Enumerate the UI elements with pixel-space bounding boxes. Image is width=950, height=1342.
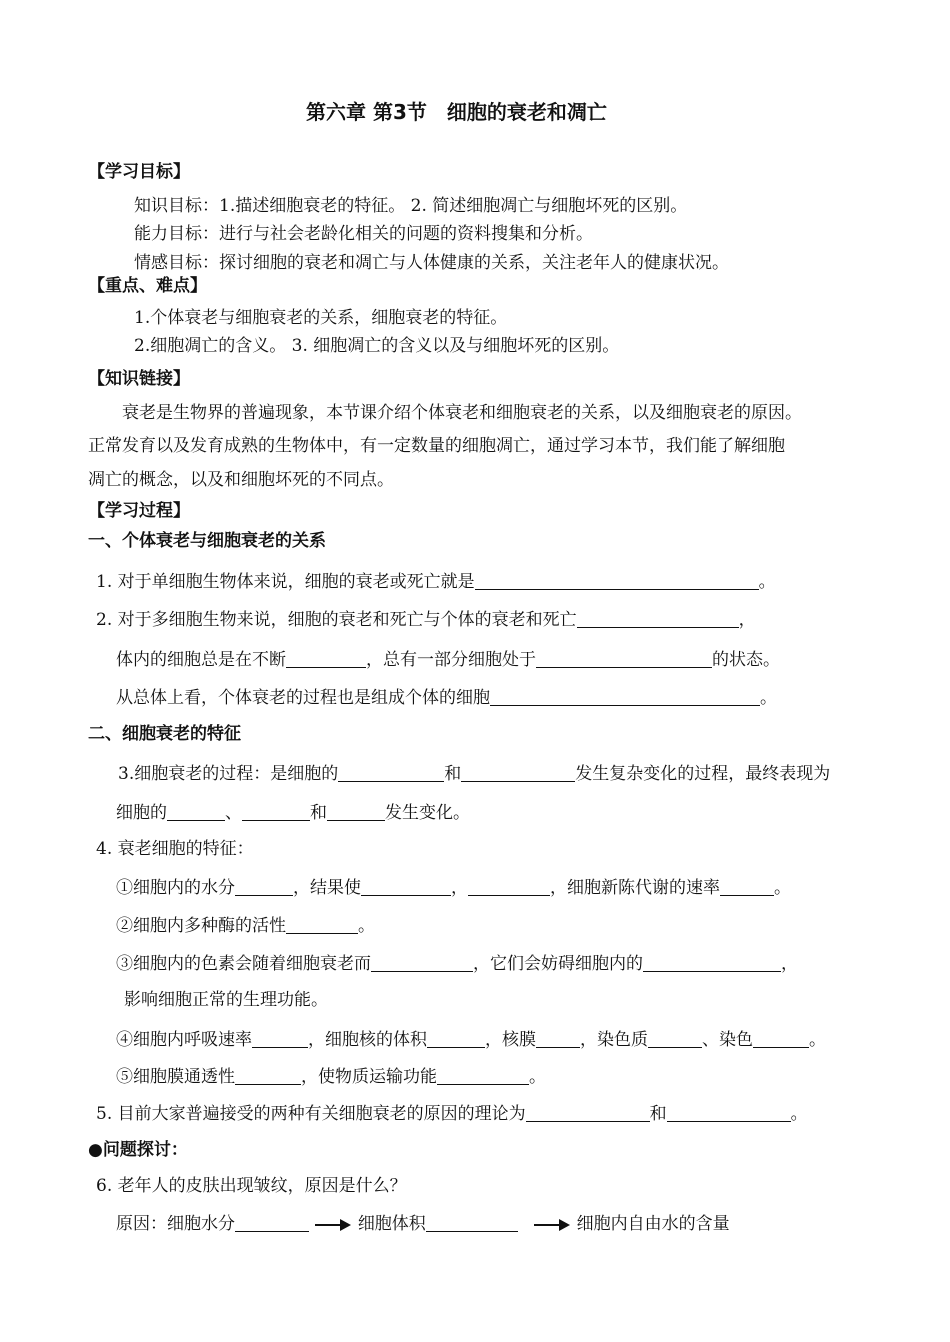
link-heading: 【知识链接】 [88,369,190,389]
blank[interactable] [167,803,225,821]
blank[interactable] [361,878,451,896]
feature-2 [116,916,375,935]
punctuation: ， [738,610,756,630]
key-point-2: 2.细胞凋亡的含义。 3. 细胞凋亡的含义以及与细胞坏死的区别。 [134,336,620,356]
punctuation: 。 [760,688,777,708]
blank[interactable] [577,610,739,628]
text: 原因：细胞水分 [116,1214,235,1234]
question-2-line-2 [116,650,780,669]
key-points-heading: 【重点、难点】 [88,276,207,296]
question-6: 6. 老年人的皮肤出现皱纹，原因是什么？ [96,1176,407,1196]
blank[interactable] [235,878,293,896]
text: ，细胞核的体积 [308,1030,427,1050]
text: ，它们会妨碍细胞内的 [473,954,643,974]
blank[interactable] [720,878,774,896]
emotion-objective: 情感目标：探讨细胞的衰老和凋亡与人体健康的关系，关注老年人的健康状况。 [134,253,729,273]
text: 细胞体积 [357,1214,426,1234]
objectives-heading: 【学习目标】 [88,162,190,182]
text: 和 [649,1104,667,1124]
blank[interactable] [371,954,473,972]
question-3-line-2 [116,803,470,822]
blank[interactable] [427,1030,485,1048]
question-5 [96,1104,808,1123]
link-paragraph-1: 衰老是生物界的普遍现象，本节课介绍个体衰老和细胞衰老的关系，以及细胞衰老的原因。 [122,403,802,423]
knowledge-objective: 知识目标：1.描述细胞衰老的特征。 2. 简述细胞凋亡与细胞坏死的区别。 [134,196,688,216]
text: 。 [774,878,791,898]
question-4: 4. 衰老细胞的特征： [96,839,254,859]
process-heading: 【学习过程】 [88,501,190,521]
text: 从总体上看，个体衰老的过程也是组成个体的细胞 [116,688,490,708]
blank[interactable] [286,916,358,934]
text: ，总有一部分细胞处于 [366,650,536,670]
text: 细胞内自由水的含量 [576,1214,730,1234]
blank[interactable] [667,1104,791,1122]
text: ，使物质运输功能 [301,1067,437,1087]
text: 。 [790,1104,808,1124]
section-2-title: 二、细胞衰老的特征 [88,724,241,744]
text: ，细胞新陈代谢的速率 [550,878,720,898]
link-paragraph-2: 正常发育以及发育成熟的生物体中，有一定数量的细胞凋亡，通过学习本节，我们能了解细胞 [88,436,785,456]
blank[interactable] [235,1214,309,1232]
text: 体内的细胞总是在不断 [116,650,286,670]
text: ③细胞内的色素会随着细胞衰老而 [116,954,371,974]
text: ， [451,878,468,898]
question-2 [96,610,756,629]
text: ， [781,954,798,974]
blank[interactable] [536,650,712,668]
ability-objective: 能力目标：进行与社会老龄化相关的问题的资料搜集和分析。 [134,224,593,244]
arrow-right-icon [314,1218,352,1232]
blank[interactable] [648,1030,702,1048]
text: ④细胞内呼吸速率 [116,1030,252,1050]
feature-5 [116,1067,546,1086]
blank[interactable] [536,1030,580,1048]
section-1-title: 一、个体衰老与细胞衰老的关系 [88,531,326,551]
feature-1 [116,878,791,897]
feature-4 [116,1030,826,1049]
feature-3 [116,954,798,973]
text: ⑤细胞膜通透性 [116,1067,235,1087]
blank[interactable] [235,1067,301,1085]
question-3 [118,764,830,783]
text: 细胞的 [116,803,167,823]
blank[interactable] [327,803,385,821]
text: ①细胞内的水分 [116,878,235,898]
blank[interactable] [252,1030,308,1048]
punctuation: 。 [758,572,776,592]
text: 3.细胞衰老的过程：是细胞的 [118,764,339,784]
blank[interactable] [643,954,781,972]
text: ②细胞内多种酶的活性 [116,916,286,936]
arrow-right-icon [533,1218,571,1232]
blank[interactable] [468,878,550,896]
text: 。 [358,916,375,936]
text: 。 [809,1030,826,1050]
text: 发生复杂变化的过程，最终表现为 [575,764,831,784]
blank[interactable] [475,572,759,590]
text: 的状态。 [712,650,780,670]
question-2-text: 2. 对于多细胞生物来说，细胞的衰老和死亡与个体的衰老和死亡 [96,610,577,630]
text: 、染色 [702,1030,753,1050]
blank[interactable] [426,1214,518,1232]
blank[interactable] [526,1104,650,1122]
question-2-line-3 [116,688,777,707]
blank[interactable] [490,688,760,706]
text: 和 [310,803,327,823]
text: 、 [225,803,242,823]
text: 发生变化。 [385,803,470,823]
question-1 [96,572,776,591]
text: ，染色质 [580,1030,648,1050]
key-point-1: 1.个体衰老与细胞衰老的关系，细胞衰老的特征。 [134,308,508,328]
text: ，核膜 [485,1030,536,1050]
text: 和 [444,764,462,784]
blank[interactable] [753,1030,809,1048]
blank[interactable] [437,1067,529,1085]
blank[interactable] [286,650,366,668]
text: ，结果使 [293,878,361,898]
text: 5. 目前大家普遍接受的两种有关细胞衰老的原因的理论为 [96,1104,526,1124]
reason-line [116,1214,730,1233]
text: 。 [529,1067,546,1087]
question-1-text: 1. 对于单细胞生物体来说，细胞的衰老或死亡就是 [96,572,475,592]
page-title: 第六章 第3节 细胞的衰老和凋亡 [306,100,607,124]
blank[interactable] [461,764,575,782]
link-paragraph-3: 凋亡的概念，以及和细胞坏死的不同点。 [88,470,394,490]
discussion-heading: ●问题探讨： [88,1140,188,1160]
blank[interactable] [242,803,310,821]
blank[interactable] [338,764,444,782]
feature-3-line-2: 影响细胞正常的生理功能。 [124,990,328,1010]
